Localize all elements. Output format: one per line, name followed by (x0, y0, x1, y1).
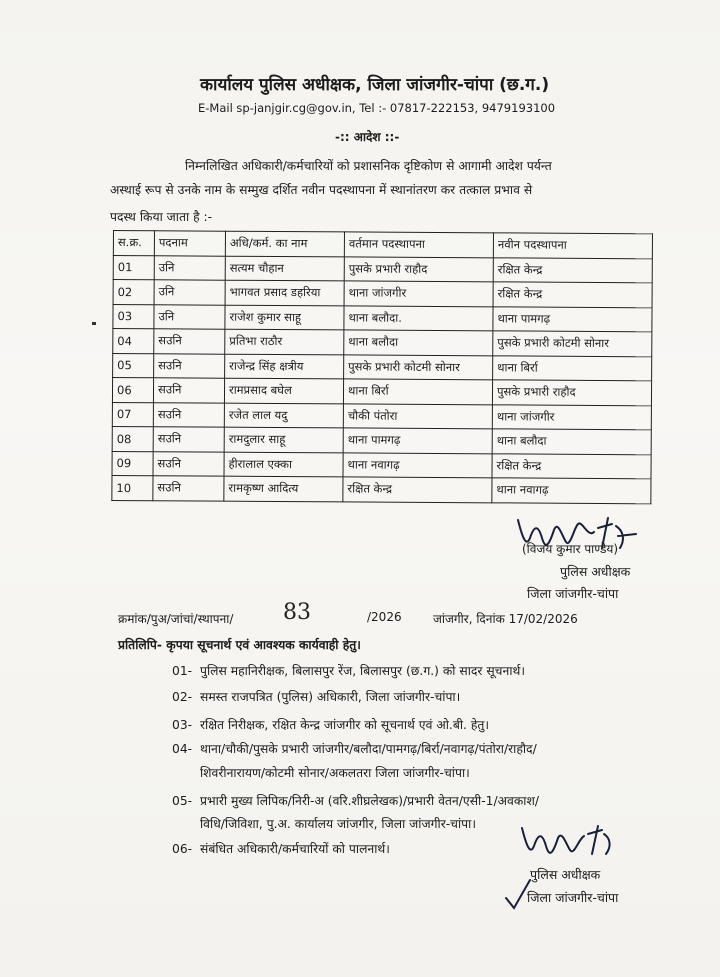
col-header-name: अधि/कर्म. का नाम (225, 231, 344, 256)
cell-new-posting: थाना नवागढ़ (492, 478, 651, 503)
table-row (113, 255, 652, 283)
table-row (113, 329, 652, 357)
cell-current-posting: चौकी पंतोरा (343, 403, 492, 428)
reference-prefix: क्रमांक/पुअ/जांचां/स्थापना/ (118, 612, 234, 626)
cell-serial: 10 (112, 475, 153, 500)
cell-new-posting: थाना बलौदा (492, 429, 651, 454)
list-item-text: थाना/चौकी/पुसके प्रभारी जांजगीर/बलौदा/पामगढ़/बिर्रा/नवागढ़/पंतोरा/राहौद/ (200, 742, 537, 756)
cell-name: रामकृष्ण आदित्य (224, 476, 343, 501)
stray-mark (92, 322, 96, 325)
cell-new-posting: थाना जांजगीर (492, 404, 651, 429)
office-title: कार्यालय पुलिस अधीक्षक, जिला जांजगीर-चांपा (छ.ग.) (200, 75, 550, 95)
cell-current-posting: थाना बलौदा. (344, 305, 493, 330)
footer-designation: पुलिस अधीक्षक (530, 867, 601, 882)
reference-number-handwritten: 83 (283, 600, 311, 625)
cell-rank: सउनि (153, 451, 224, 476)
order-text-line-2: अस्थाई रूप से उनके नाम के सम्मुख दर्शित नवीन पदस्थापना में स्थानांतरण कर तत्काल प्रभाव से (110, 183, 533, 197)
cell-current-posting: थाना पामगढ़ (343, 428, 492, 453)
contact-line: E-Mail sp-janjgir.cg@gov.in, Tel :- 07817-222153, 9479193100 (198, 101, 556, 115)
cell-name: हीरालाल एक्का (224, 452, 343, 477)
list-item (172, 716, 489, 733)
cell-serial: 03 (113, 304, 154, 329)
list-item-number: 04- (172, 742, 193, 756)
cell-rank: सउनि (153, 378, 224, 403)
cell-name: सत्यम चौहान (225, 256, 344, 281)
list-item-number: 01- (172, 664, 193, 678)
list-item (172, 792, 539, 809)
table-row (112, 451, 651, 479)
cell-serial: 07 (112, 402, 153, 427)
cell-current-posting: रक्षित केन्द्र (343, 477, 492, 502)
list-item-text: पुलिस महानिरीक्षक, बिलासपुर रेंज, बिलासपुर (छ.ग.) को सादर सूचनार्थ। (200, 664, 526, 678)
cell-new-posting: रक्षित केन्द्र (493, 282, 652, 307)
cell-serial: 06 (112, 378, 153, 403)
cell-new-posting: पुसके प्रभारी राहौद (492, 380, 651, 405)
cell-current-posting: पुसके प्रभारी राहौद (344, 256, 493, 281)
cell-rank: सउनि (153, 402, 224, 427)
footer-district: जिला जांजगीर-चांपा (527, 890, 619, 905)
cell-name: राजेश कुमार साहू (225, 305, 344, 330)
cell-name: भागवत प्रसाद डहरिया (225, 280, 344, 305)
handwritten-signature (508, 508, 658, 568)
cell-rank: उनि (154, 255, 225, 280)
list-item (172, 662, 525, 679)
list-item (172, 688, 460, 705)
cell-new-posting: रक्षित केन्द्र (493, 257, 652, 282)
list-item (172, 840, 390, 857)
order-text-line-1: निम्नलिखित अधिकारी/कर्मचारियों को प्रशासनिक दृष्टिकोण से आगामी आदेश पर्यन्त (185, 159, 552, 173)
cell-current-posting: थाना बिर्रा (343, 379, 492, 404)
list-item-continuation: विधि/जिविशा, पु.अ. कार्यालय जांजगीर, जिला जांजगीर-चांपा। (200, 817, 476, 831)
list-item-continuation: शिवरीनारायण/कोटमी सोनार/अकलतरा जिला जांजगीर-चांपा। (200, 766, 470, 780)
cell-new-posting: रक्षित केन्द्र (492, 453, 651, 478)
cell-serial: 01 (113, 255, 154, 280)
table-row (112, 426, 651, 454)
col-header-current-posting: वर्तमान पदस्थापना (344, 232, 493, 257)
table-row (112, 378, 651, 406)
cell-serial: 04 (113, 329, 154, 354)
cell-serial: 08 (112, 426, 153, 451)
table-header-row (113, 231, 652, 259)
table-row (113, 353, 652, 381)
col-header-rank: पदनाम (154, 231, 225, 256)
list-item-number: 05- (172, 794, 193, 808)
cell-rank: सउनि (154, 329, 225, 354)
table-row (113, 304, 652, 332)
col-header-serial: स.क्र. (113, 231, 154, 256)
cell-serial: 02 (113, 280, 154, 305)
col-header-new-posting: नवीन पदस्थापना (493, 233, 652, 258)
signatory-designation: पुलिस अधीक्षक (560, 564, 631, 579)
list-item (172, 740, 537, 757)
signatory-district: जिला जांजगीर-चांपा (527, 586, 619, 601)
cell-rank: उनि (154, 280, 225, 305)
signatory-name: (विजय कुमार पाण्डेय) (522, 542, 619, 556)
list-item-number: 02- (172, 690, 193, 704)
order-heading: -:: आदेश ::- (335, 130, 400, 144)
cell-current-posting: थाना बलौदा (344, 330, 493, 355)
list-item-text: संबंधित अधिकारी/कर्मचारियों को पालनार्थ। (200, 842, 390, 856)
cell-rank: सउनि (153, 476, 224, 501)
cell-rank: सउनि (153, 427, 224, 452)
copy-to-heading: प्रतिलिपि- कृपया सूचनार्थ एवं आवश्यक कार्यवाही हेतु। (118, 638, 361, 652)
cell-name: रामदुलार साहू (224, 427, 343, 452)
cell-name: प्रतिभा राठौर (225, 329, 344, 354)
list-item-text: समस्त राजपत्रित (पुलिस) अधिकारी, जिला जांजगीर-चांपा। (200, 690, 461, 704)
cell-name: रामप्रसाद बघेल (224, 378, 343, 403)
cell-serial: 05 (113, 353, 154, 378)
cell-name: रजेत लाल यदु (224, 403, 343, 428)
cell-new-posting: थाना पामगढ़ (493, 306, 652, 331)
list-item-number: 03- (172, 718, 193, 732)
cell-serial: 09 (112, 451, 153, 476)
reference-year: /2026 (367, 610, 402, 624)
table-row (113, 280, 652, 308)
cell-rank: सउनि (154, 353, 225, 378)
cell-rank: उनि (154, 304, 225, 329)
list-item-text: प्रभारी मुख्य लिपिक/निरी-अ (वरि.शीघ्रलेखक)/प्रभारी वेतन/एसी-1/अवकाश/ (200, 794, 539, 808)
list-item-text: रक्षित निरीक्षक, रक्षित केन्द्र जांजगीर को सूचनार्थ एवं ओ.बी. हेतु। (200, 718, 490, 732)
order-text-line-3: पदस्थ किया जाता है :- (110, 210, 213, 224)
cell-current-posting: थाना जांजगीर (344, 281, 493, 306)
cell-new-posting: पुसके प्रभारी कोटमी सोनार (493, 331, 652, 356)
table-row (112, 402, 651, 430)
cell-current-posting: पुसके प्रभारी कोटमी सोनार (344, 354, 493, 379)
list-item-number: 06- (172, 842, 193, 856)
cell-new-posting: थाना बिर्रा (493, 355, 652, 380)
reference-place-date: जांजगीर, दिनांक 17/02/2026 (433, 612, 578, 626)
table-row (112, 475, 651, 503)
cell-current-posting: थाना नवागढ़ (343, 452, 492, 477)
cell-name: राजेन्द्र सिंह क्षत्रीय (225, 354, 344, 379)
transfer-table (111, 230, 653, 504)
